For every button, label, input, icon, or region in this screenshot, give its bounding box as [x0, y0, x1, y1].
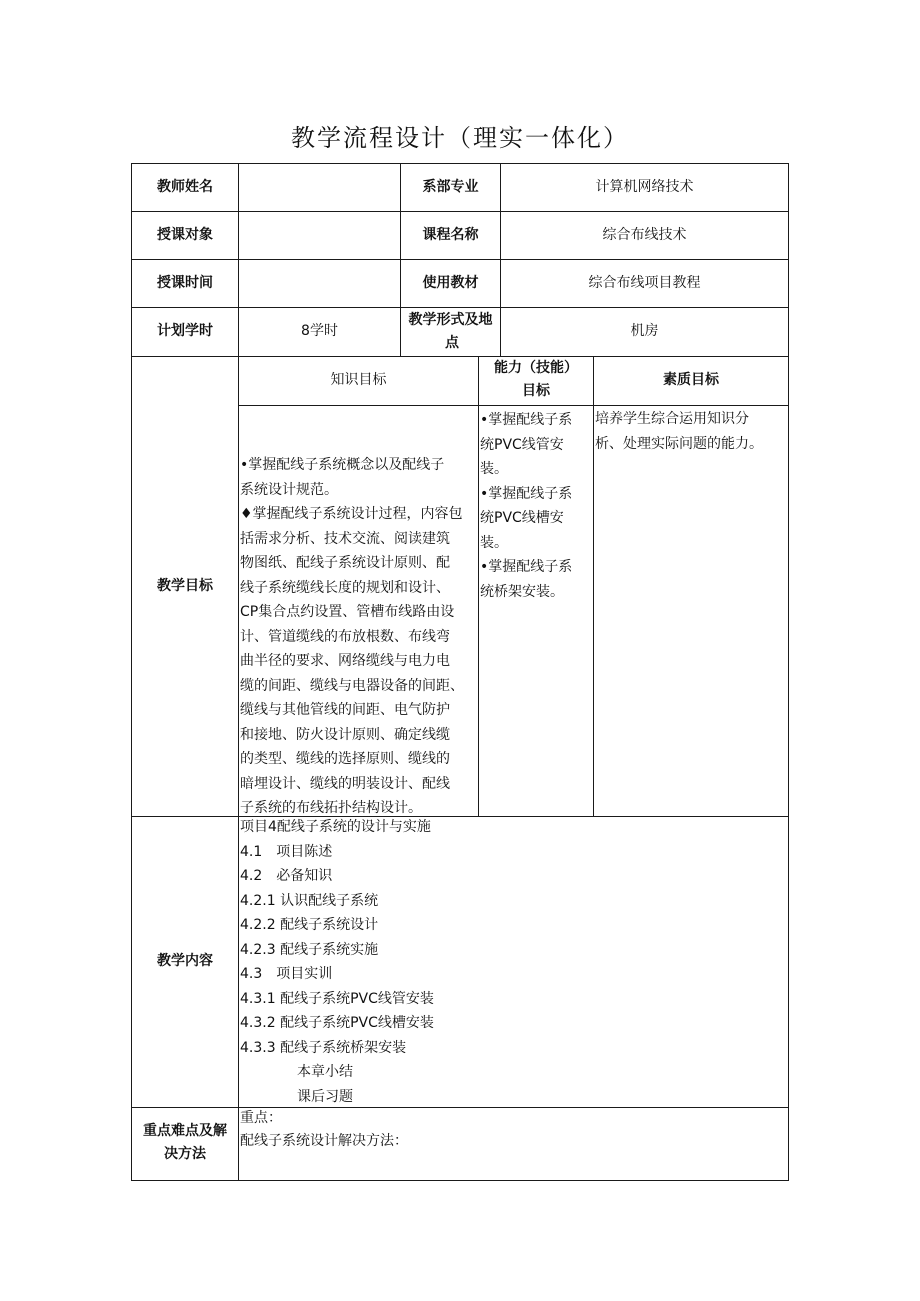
- value-department: 计算机网络技术: [595, 178, 694, 195]
- label-textbook: 使用教材: [422, 274, 479, 291]
- label-course-name: 课程名称: [422, 226, 479, 243]
- skill-objectives-text: [480, 408, 593, 604]
- text-line: •掌握配线子系: [480, 559, 573, 575]
- page-title: 教学流程设计（理实一体化）: [291, 124, 629, 152]
- objective-head-divider: [238, 405, 789, 406]
- head-skill-line1: 能力（技能）: [494, 360, 578, 376]
- text-line: ♦掌握配线子系统设计过程，内容包: [240, 506, 463, 522]
- label-teaching-objectives: 教学目标: [157, 577, 213, 594]
- teaching-content-list: [240, 815, 785, 1109]
- head-skill-objectives: [479, 357, 593, 403]
- value-course-name: 综合布线技术: [602, 226, 687, 243]
- text-line: 装。: [480, 534, 508, 551]
- content-line: 4.3 项目实训: [240, 966, 333, 982]
- value-planned-hours: 8学时: [301, 323, 338, 340]
- value-teacher-name: [239, 163, 400, 211]
- label-teaching-form-line1: 教学形式及地: [408, 312, 493, 328]
- content-line: 课后习题: [297, 1088, 353, 1105]
- text-line: 培养学生综合运用知识分: [595, 411, 749, 427]
- table-border-right: [788, 163, 789, 1181]
- key-points-text: [240, 1107, 785, 1153]
- label-planned-hours: 计划学时: [157, 323, 213, 340]
- content-line: 本章小结: [297, 1064, 353, 1080]
- label-key-points: [132, 1120, 238, 1166]
- value-textbook: 综合布线项目教程: [588, 274, 701, 291]
- content-line: 项目4配线子系统的设计与实施: [240, 819, 431, 835]
- content-line: 4.2 必备知识: [240, 868, 333, 884]
- table-border-bottom: [131, 1180, 789, 1181]
- content-line: 4.2.3 配线子系统实施: [240, 941, 379, 958]
- text-line: 计、管道缆线的布放根数、布线弯: [240, 628, 450, 645]
- text-line: 统PVC线槽安: [480, 510, 564, 526]
- text-line: 暗埋设计、缆线的明装设计、配线: [240, 775, 450, 792]
- text-line: 线子系统缆线长度的规划和设计、: [240, 579, 450, 596]
- text-line: 重点：: [240, 1110, 282, 1126]
- label-teaching-form: [401, 309, 500, 355]
- head-quality-objectives: 素质目标: [663, 372, 719, 389]
- content-line: 4.2.2 配线子系统设计: [240, 917, 379, 933]
- text-line: 括需求分析、技术交流、阅读建筑: [240, 530, 450, 547]
- text-line: 析、处理实际问题的能力。: [595, 435, 763, 452]
- col-divider: [593, 356, 594, 816]
- text-line: •掌握配线子系统概念以及配线子: [240, 457, 445, 473]
- label-teacher-name: 教师姓名: [157, 178, 213, 195]
- value-audience: [239, 211, 400, 259]
- text-line: 统PVC线管安: [480, 436, 564, 453]
- text-line: 缆的间距、缆线与电器设备的间距、: [240, 677, 464, 694]
- text-line: 曲半径的要求、网络缆线与电力电: [240, 653, 450, 669]
- content-line: 4.3.2 配线子系统PVC线槽安装: [240, 1015, 434, 1031]
- label-key-points-line2: 决方法: [164, 1146, 206, 1162]
- content-line: 4.2.1 认识配线子系统: [240, 892, 379, 909]
- label-audience: 授课对象: [157, 226, 213, 243]
- value-class-time: [239, 259, 400, 307]
- value-teaching-form: 机房: [630, 323, 659, 340]
- label-key-points-line1: 重点难点及解: [143, 1123, 227, 1139]
- text-line: 和接地、防火设计原则、确定线缆: [240, 726, 450, 743]
- head-knowledge-objectives: 知识目标: [330, 372, 387, 389]
- label-teaching-form-line2: 点: [445, 335, 459, 351]
- text-line: 装。: [480, 461, 508, 477]
- content-line: 4.1 项目陈述: [240, 843, 333, 860]
- content-line: 4.3.3 配线子系统桥架安装: [240, 1039, 407, 1056]
- text-line: 物图纸、配线子系统设计原则、配: [240, 555, 450, 571]
- label-teaching-content: 教学内容: [157, 953, 213, 970]
- col-divider: [478, 356, 479, 816]
- text-line: CP集合点约设置、管槽布线路由设: [240, 604, 455, 620]
- text-line: 配线子系统设计解决方法：: [240, 1133, 408, 1149]
- text-line: 系统设计规范。: [240, 481, 338, 498]
- text-line: 的类型、缆线的选择原则、缆线的: [240, 751, 450, 767]
- knowledge-objectives-text: [240, 453, 478, 821]
- label-class-time: 授课时间: [157, 274, 213, 291]
- text-line: 子系统的布线拓扑结构设计。: [240, 800, 422, 816]
- text-line: 统桥架安装。: [480, 583, 564, 600]
- head-skill-line2: 目标: [522, 383, 550, 399]
- text-line: •掌握配线子系: [480, 412, 573, 428]
- text-line: •掌握配线子系: [480, 485, 573, 502]
- quality-objectives-text: [595, 407, 788, 456]
- content-line: 4.3.1 配线子系统PVC线管安装: [240, 990, 434, 1007]
- text-line: 缆线与其他管线的间距、电气防护: [240, 702, 450, 718]
- label-department: 系部专业: [422, 178, 479, 195]
